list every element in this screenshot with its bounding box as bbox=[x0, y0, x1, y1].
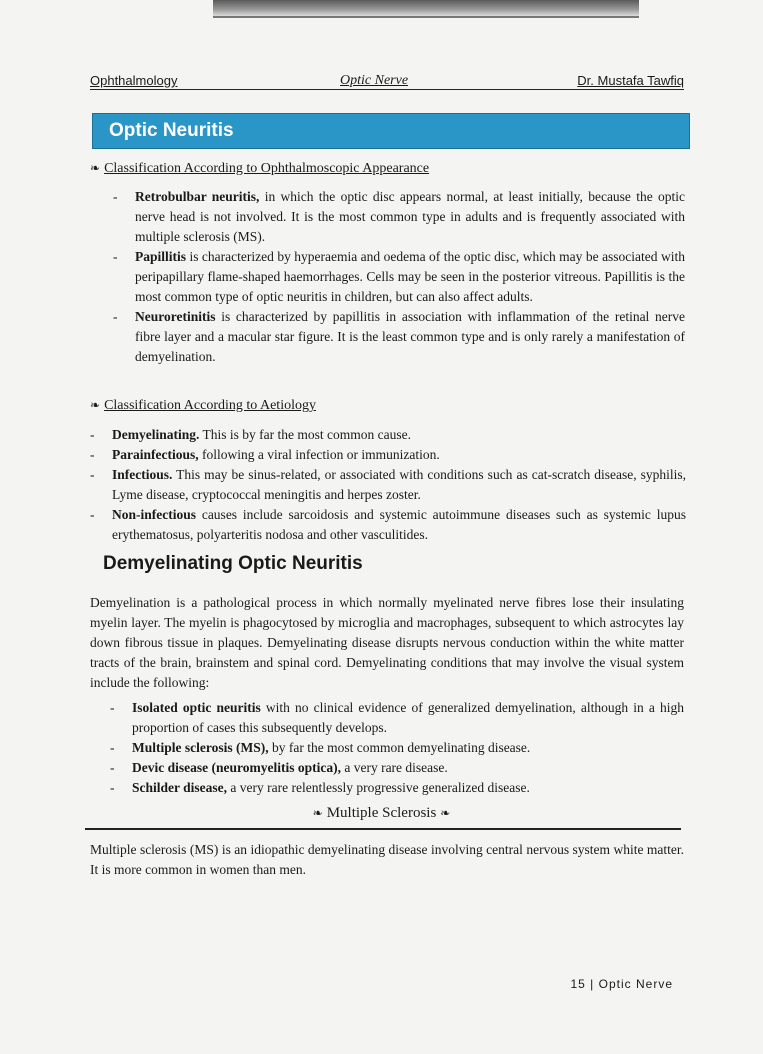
demyelination-paragraph: Demyelination is a pathological process in which normally myelinated nerve fibres lose their insulating myelin layer. The myelin is phagocytosed by microglia and macrophages, subsequent to which astrocytes lay down fibrous tissue in plaques. Demyelinating disease disrupts nervous conduction within the white matter tracts of the brain, brainstem and spinal cord. Demyelinating conditions that may involve the visual system include the following: bbox=[90, 595, 684, 690]
list-item: - Schilder disease, a very rare relentlessly progressive generalized disease. bbox=[110, 778, 684, 798]
heading-multiple-sclerosis: ❧ Multiple Sclerosis ❧ bbox=[312, 805, 451, 821]
list-item: - Isolated optic neuritis with no clinical evidence of generalized demyelination, although in a high proportion of cases this subsequently develops. bbox=[110, 698, 684, 738]
header-chapter: Optic Nerve bbox=[340, 73, 409, 88]
header-author: Dr. Mustafa Tawfiq bbox=[577, 73, 684, 88]
list-item: - Multiple sclerosis (MS), by far the most common demyelinating disease. bbox=[110, 738, 684, 758]
list-item: - Non-infectious causes include sarcoidosis and systemic autoimmune diseases such as systemic lupus erythematosus, polyarteritis nodosa and other vasculitides. bbox=[90, 505, 686, 545]
list-item: - Demyelinating. This is by far the most common cause. bbox=[90, 425, 686, 445]
ornament-icon: ❧ bbox=[440, 806, 451, 820]
demyelinating-list bbox=[110, 698, 684, 798]
footer-label: Optic Nerve bbox=[598, 977, 673, 991]
ornament-icon: ❧ bbox=[90, 398, 101, 412]
list-item: - Neuroretinitis is characterized by papillitis in association with inflammation of the retinal nerve fibre layer and a macular star figure. It is the least common type and is only rarely a manifestation of demyelination. bbox=[113, 307, 685, 367]
heading-ophthalmoscopic: ❧ Classification According to Ophthalmoscopic Appearance bbox=[90, 161, 430, 176]
page-footer: 15 | Optic Nerve bbox=[570, 977, 673, 991]
page-header bbox=[90, 73, 684, 90]
aetiology-list bbox=[90, 425, 686, 545]
list-item: - Parainfectious, following a viral infection or immunization. bbox=[90, 445, 686, 465]
list-item: - Devic disease (neuromyelitis optica), a very rare disease. bbox=[110, 758, 684, 778]
ornament-icon: ❧ bbox=[90, 161, 101, 175]
list-item: - Papillitis is characterized by hyperaemia and oedema of the optic disc, which may be associated with peripapillary flame-shaped haemorrhages. Cells may be seen in the posterior vitreous. Papillitis is the most common type of optic neuritis in children, but can also affect adults. bbox=[113, 247, 685, 307]
scanned-page-top-edge bbox=[213, 0, 639, 18]
list-item: - Infectious. This may be sinus-related, or associated with conditions such as cat-scratch disease, syphilis, Lyme disease, cryptococcal meningitis and herpes zoster. bbox=[90, 465, 686, 505]
divider bbox=[85, 828, 681, 830]
banner-title: Optic Neuritis bbox=[109, 120, 234, 141]
heading-demyelinating: Demyelinating Optic Neuritis bbox=[103, 553, 363, 574]
heading-aetiology: ❧ Classification According to Aetiology bbox=[90, 398, 316, 413]
list-item: - Retrobulbar neuritis, in which the optic disc appears normal, at least initially, because the optic nerve head is not involved. It is the most common type in adults and is frequently associated with multiple sclerosis (MS). bbox=[113, 187, 685, 247]
ornament-icon: ❧ bbox=[312, 806, 323, 820]
header-subject: Ophthalmology bbox=[90, 73, 178, 88]
ms-paragraph: Multiple sclerosis (MS) is an idiopathic demyelinating disease involving central nervous system white matter. It is more common in women than men. bbox=[90, 842, 684, 877]
section-banner bbox=[92, 113, 690, 149]
ophthalmoscopic-list bbox=[113, 187, 685, 367]
page-number: 15 bbox=[570, 977, 586, 991]
